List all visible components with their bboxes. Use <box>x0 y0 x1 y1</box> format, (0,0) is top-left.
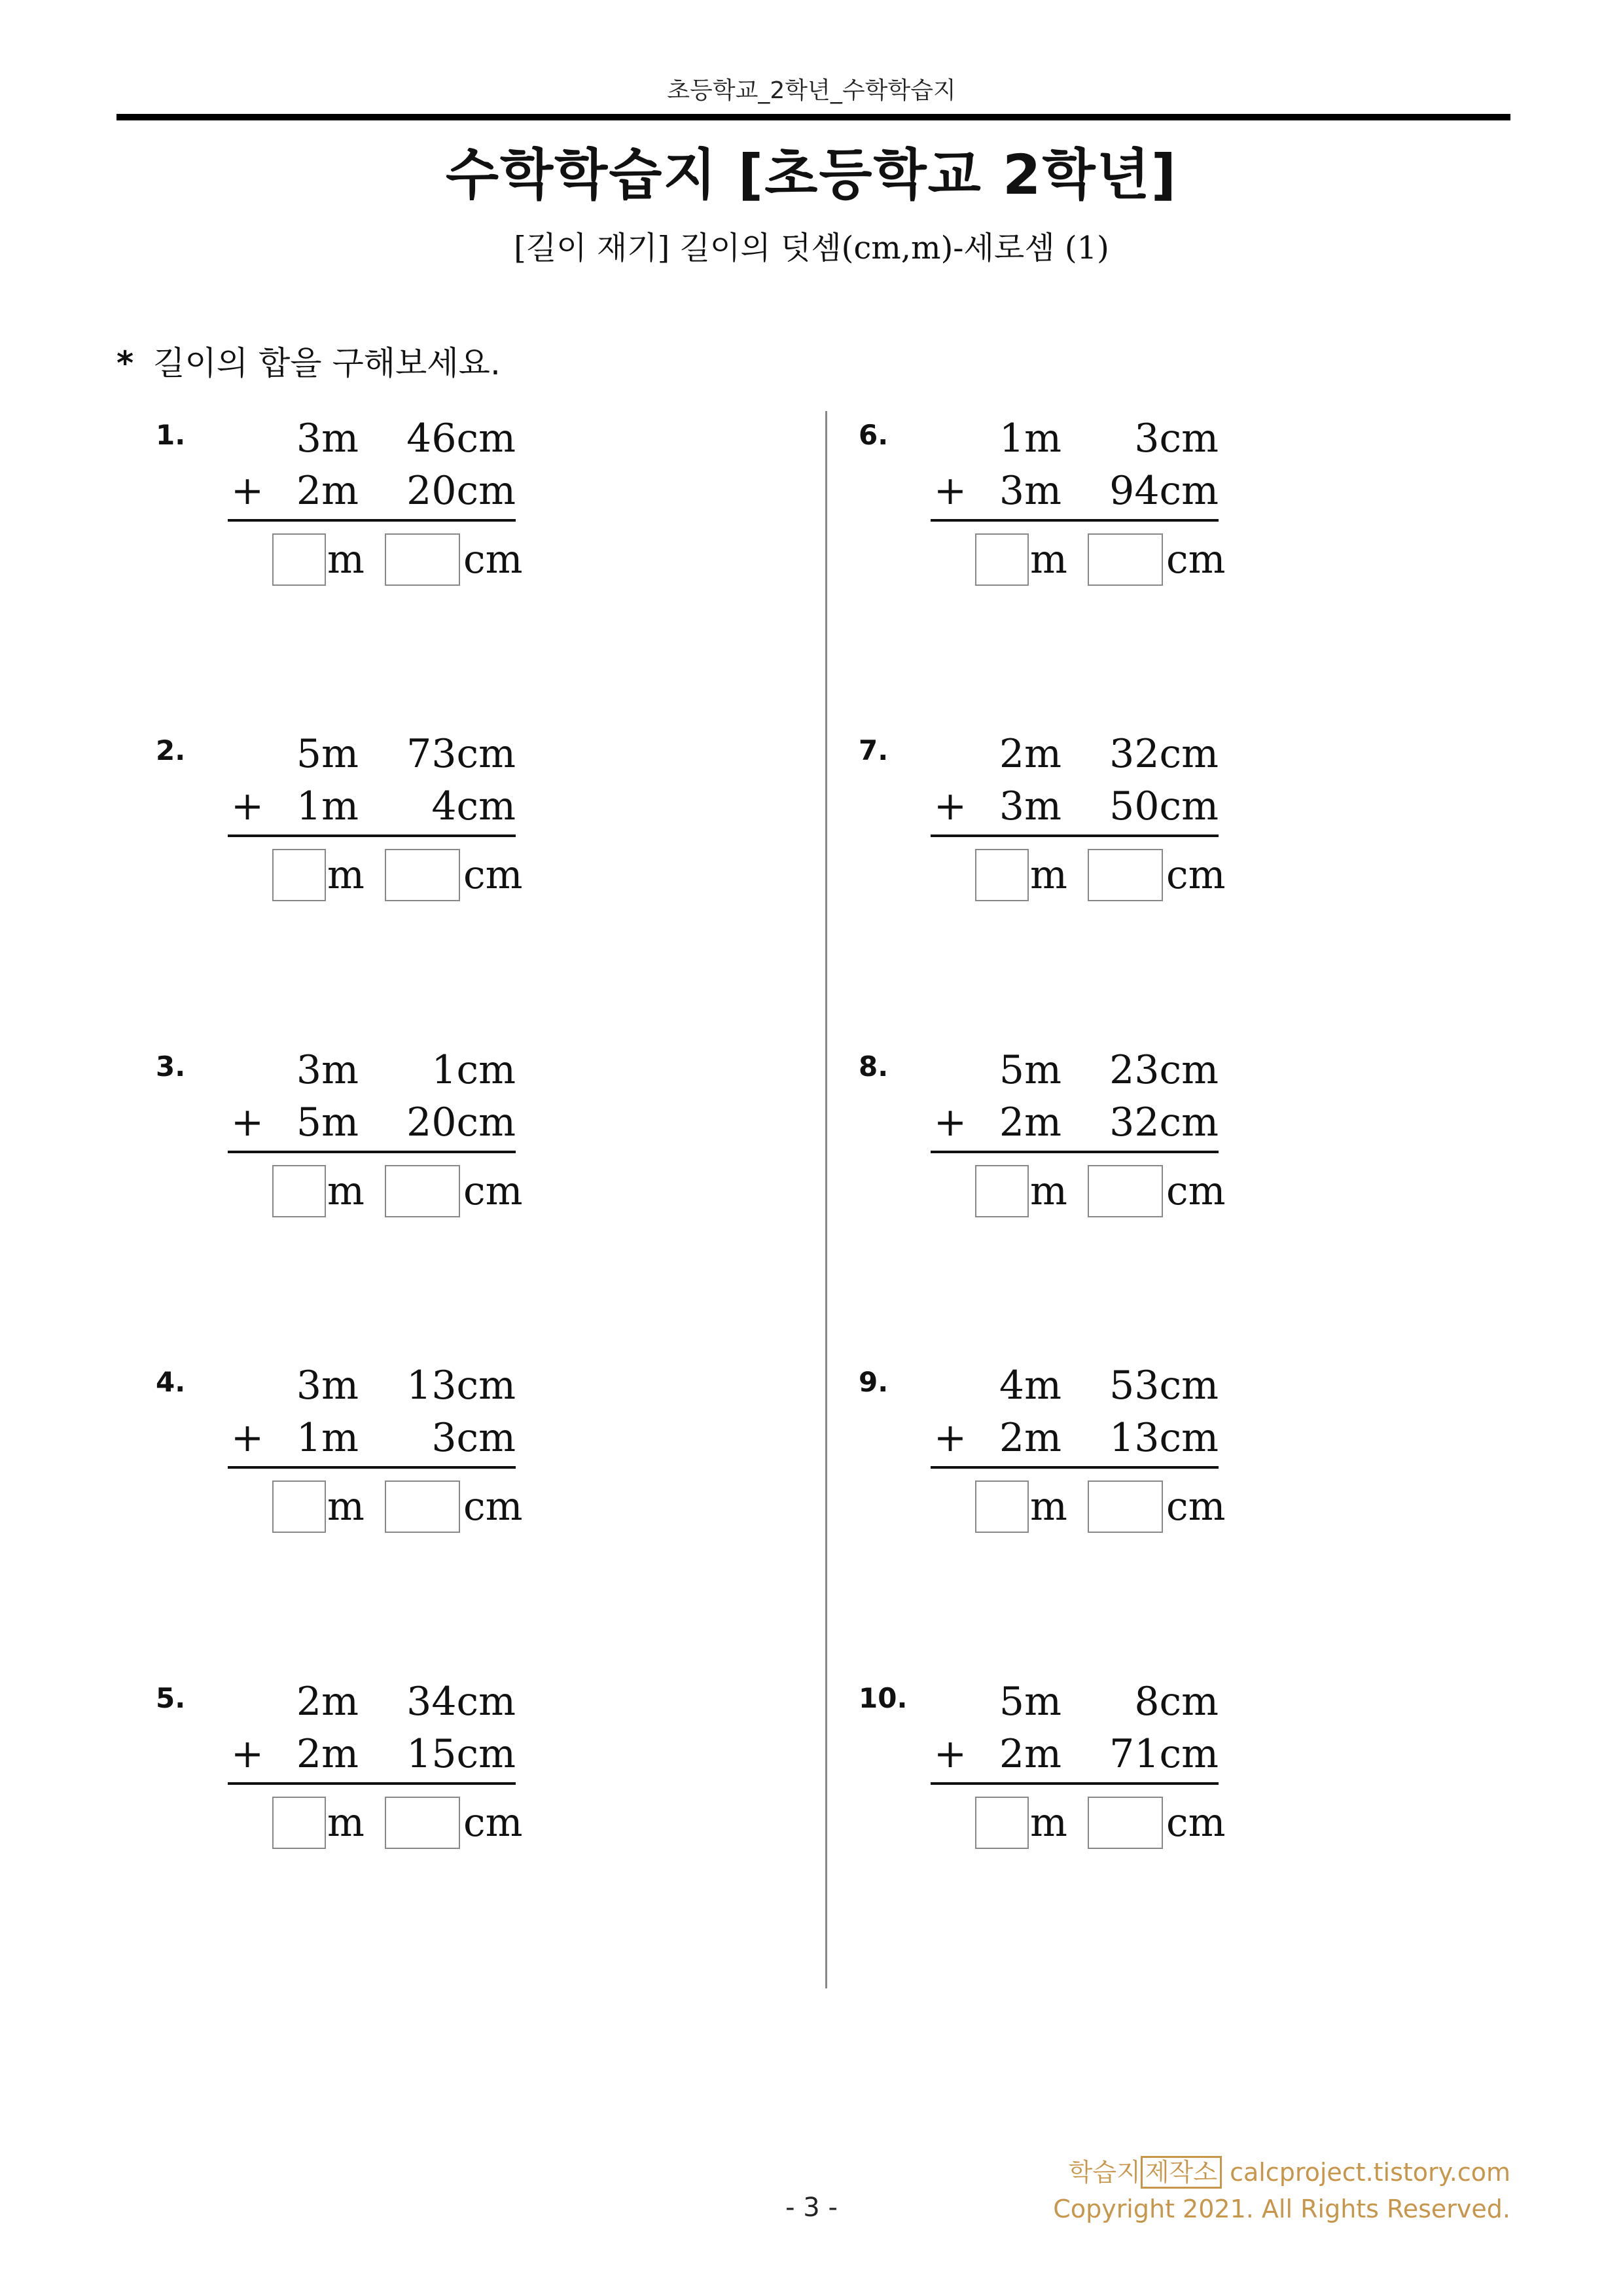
problem-number: 8. <box>859 1050 889 1083</box>
unit-cm: cm <box>463 852 523 898</box>
unit-m: m <box>327 1800 365 1846</box>
brand-prefix: 학습지 <box>1068 2158 1141 2187</box>
problem-4 <box>116 1359 640 1575</box>
instruction-text: 길이의 합을 구해보세요. <box>153 344 501 382</box>
top-centimeters: 46cm <box>406 416 516 461</box>
unit-m: m <box>1030 1168 1067 1214</box>
problem-1 <box>116 412 640 628</box>
answer-box-m[interactable] <box>975 533 1029 586</box>
brand-site-link[interactable]: calcproject.tistory.com <box>1230 2158 1510 2187</box>
top-centimeters: 53cm <box>1109 1363 1219 1408</box>
unit-cm: cm <box>463 1800 523 1846</box>
problem-number: 5. <box>156 1682 186 1714</box>
plus-sign: + <box>933 1415 967 1461</box>
top-meters: 3m <box>296 1047 359 1093</box>
bottom-meters: 1m <box>296 1415 359 1461</box>
addend-bottom <box>228 780 516 833</box>
bottom-centimeters: 94cm <box>1109 468 1219 514</box>
bottom-meters: 3m <box>999 468 1061 514</box>
bottom-centimeters: 20cm <box>406 1100 516 1145</box>
top-centimeters: 13cm <box>406 1363 516 1408</box>
top-centimeters: 1cm <box>431 1047 516 1093</box>
problem-8 <box>819 1044 1343 1260</box>
top-meters: 5m <box>999 1679 1061 1725</box>
problem-number: 7. <box>859 734 889 766</box>
unit-m: m <box>1030 1800 1067 1846</box>
addend-bottom <box>228 465 516 517</box>
top-meters: 3m <box>296 1363 359 1408</box>
bottom-meters: 3m <box>999 783 1061 829</box>
plus-sign: + <box>230 468 264 514</box>
page-number: - 3 - <box>785 2193 838 2223</box>
unit-m: m <box>1030 1484 1067 1530</box>
problem-number: 10. <box>859 1682 908 1714</box>
unit-cm: cm <box>463 1168 523 1214</box>
plus-sign: + <box>230 783 264 829</box>
sum-rule <box>931 1466 1219 1469</box>
addend-top <box>228 1676 516 1728</box>
unit-m: m <box>1030 852 1067 898</box>
addend-bottom <box>228 1096 516 1149</box>
problem-9 <box>819 1359 1343 1575</box>
answer-box-cm[interactable] <box>385 1797 460 1849</box>
answer-box-cm[interactable] <box>385 1165 460 1217</box>
header-rule <box>116 114 1510 120</box>
answer-box-m[interactable] <box>272 1797 326 1849</box>
addend-bottom <box>228 1728 516 1780</box>
unit-cm: cm <box>1166 1484 1226 1530</box>
page-subtitle: [길이 재기] 길이의 덧셈(cm,m)-세로셈 (1) <box>514 230 1109 266</box>
answer-box-cm[interactable] <box>1088 533 1163 586</box>
answer-box-m[interactable] <box>975 849 1029 901</box>
addend-bottom <box>931 1412 1219 1464</box>
bottom-meters: 2m <box>296 468 359 514</box>
problem-10 <box>819 1676 1343 1892</box>
top-centimeters: 34cm <box>406 1679 516 1725</box>
addend-bottom <box>228 1412 516 1464</box>
unit-m: m <box>1030 537 1067 583</box>
top-meters: 3m <box>296 416 359 461</box>
top-meters: 2m <box>999 731 1061 777</box>
addend-bottom <box>931 780 1219 833</box>
problem-number: 4. <box>156 1366 186 1398</box>
unit-m: m <box>327 1168 365 1214</box>
unit-cm: cm <box>1166 852 1226 898</box>
problem-number: 2. <box>156 734 186 766</box>
top-centimeters: 8cm <box>1134 1679 1219 1725</box>
addend-top <box>931 1044 1219 1096</box>
unit-cm: cm <box>1166 1168 1226 1214</box>
addend-top <box>931 1676 1219 1728</box>
page-title: 수학학습지 [초등학교 2학년] <box>445 143 1178 207</box>
problem-number: 9. <box>859 1366 889 1398</box>
answer-box-m[interactable] <box>272 1480 326 1533</box>
addend-top <box>931 1359 1219 1412</box>
answer-box-m[interactable] <box>975 1165 1029 1217</box>
unit-cm: cm <box>463 537 523 583</box>
problem-3 <box>116 1044 640 1260</box>
bottom-meters: 2m <box>999 1100 1061 1145</box>
top-meters: 4m <box>999 1363 1061 1408</box>
answer-box-cm[interactable] <box>385 849 460 901</box>
sum-rule <box>931 519 1219 522</box>
bottom-meters: 5m <box>296 1100 359 1145</box>
top-meters: 2m <box>296 1679 359 1725</box>
bottom-centimeters: 20cm <box>406 468 516 514</box>
brand-boxed: 제작소 <box>1141 2156 1222 2189</box>
plus-sign: + <box>933 783 967 829</box>
bottom-centimeters: 3cm <box>431 1415 516 1461</box>
sum-rule <box>931 834 1219 837</box>
bottom-meters: 2m <box>296 1731 359 1777</box>
unit-cm: cm <box>463 1484 523 1530</box>
addend-top <box>228 1044 516 1096</box>
problem-6 <box>819 412 1343 628</box>
top-meters: 1m <box>999 416 1061 461</box>
answer-box-cm[interactable] <box>1088 1797 1163 1849</box>
footer-copyright: Copyright 2021. All Rights Reserved. <box>1053 2195 1510 2223</box>
plus-sign: + <box>933 468 967 514</box>
answer-box-cm[interactable] <box>385 533 460 586</box>
answer-box-cm[interactable] <box>1088 1480 1163 1533</box>
plus-sign: + <box>230 1100 264 1145</box>
answer-box-m[interactable] <box>975 1797 1029 1849</box>
answer-box-cm[interactable] <box>385 1480 460 1533</box>
bottom-meters: 2m <box>999 1731 1061 1777</box>
plus-sign: + <box>933 1100 967 1145</box>
addend-top <box>931 728 1219 780</box>
sum-rule <box>228 1151 516 1153</box>
problem-number: 1. <box>156 419 186 451</box>
running-head: 초등학교_2학년_수학학습지 <box>667 77 956 104</box>
answer-box-m[interactable] <box>975 1480 1029 1533</box>
top-centimeters: 23cm <box>1109 1047 1219 1093</box>
unit-m: m <box>327 1484 365 1530</box>
unit-m: m <box>327 537 365 583</box>
sum-rule <box>228 1782 516 1785</box>
top-meters: 5m <box>296 731 359 777</box>
problem-5 <box>116 1676 640 1892</box>
plus-sign: + <box>230 1415 264 1461</box>
unit-cm: cm <box>1166 1800 1226 1846</box>
answer-box-m[interactable] <box>272 533 326 586</box>
addend-bottom <box>931 1728 1219 1780</box>
sum-rule <box>228 834 516 837</box>
answer-box-m[interactable] <box>272 1165 326 1217</box>
addend-top <box>931 412 1219 465</box>
bottom-centimeters: 71cm <box>1109 1731 1219 1777</box>
bottom-centimeters: 50cm <box>1109 783 1219 829</box>
top-centimeters: 73cm <box>406 731 516 777</box>
bottom-centimeters: 32cm <box>1109 1100 1219 1145</box>
bottom-meters: 2m <box>999 1415 1061 1461</box>
addend-bottom <box>931 1096 1219 1149</box>
problem-7 <box>819 728 1343 944</box>
instruction-star: * <box>116 344 134 382</box>
bottom-centimeters: 4cm <box>431 783 516 829</box>
problem-number: 3. <box>156 1050 186 1083</box>
bottom-centimeters: 13cm <box>1109 1415 1219 1461</box>
addend-top <box>228 728 516 780</box>
sum-rule <box>931 1151 1219 1153</box>
answer-box-cm[interactable] <box>1088 1165 1163 1217</box>
top-centimeters: 3cm <box>1134 416 1219 461</box>
answer-box-m[interactable] <box>272 849 326 901</box>
plus-sign: + <box>933 1731 967 1777</box>
problem-number: 6. <box>859 419 889 451</box>
unit-m: m <box>327 852 365 898</box>
top-centimeters: 32cm <box>1109 731 1219 777</box>
plus-sign: + <box>230 1731 264 1777</box>
answer-box-cm[interactable] <box>1088 849 1163 901</box>
sum-rule <box>228 519 516 522</box>
addend-top <box>228 1359 516 1412</box>
problem-2 <box>116 728 640 944</box>
bottom-centimeters: 15cm <box>406 1731 516 1777</box>
addend-top <box>228 412 516 465</box>
addend-bottom <box>931 465 1219 517</box>
bottom-meters: 1m <box>296 783 359 829</box>
sum-rule <box>228 1466 516 1469</box>
unit-cm: cm <box>1166 537 1226 583</box>
sum-rule <box>931 1782 1219 1785</box>
top-meters: 5m <box>999 1047 1061 1093</box>
footer-brand <box>1069 2152 1510 2188</box>
instruction <box>116 337 501 384</box>
